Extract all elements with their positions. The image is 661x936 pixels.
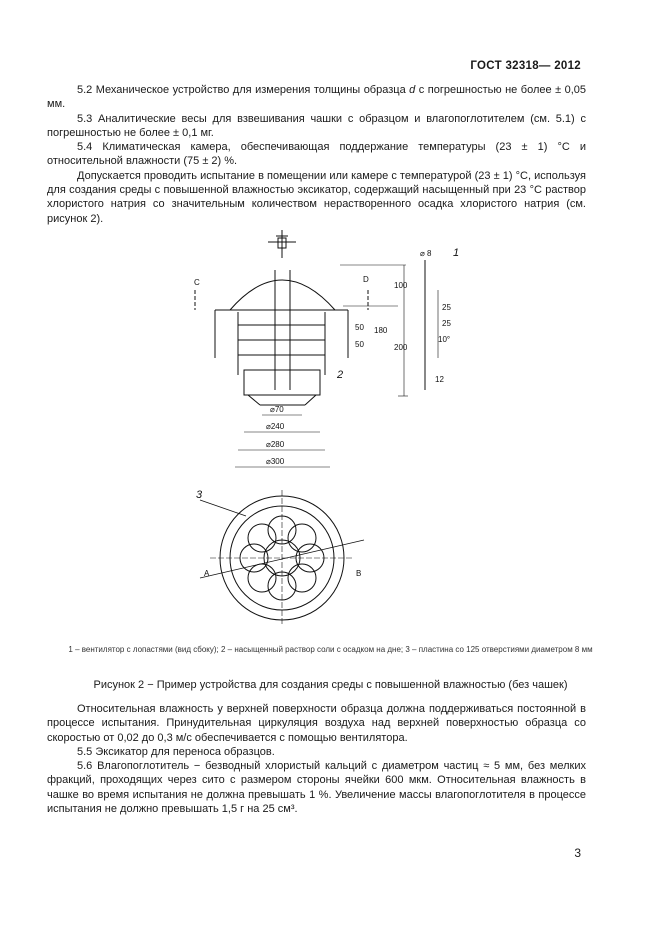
dim-180: 180 (374, 326, 388, 335)
dim-200: 200 (394, 343, 408, 352)
figure-legend: 1 – вентилятор с лопастями (вид сбоку); 2 – насыщенный раствор соли с осадком на дне; 3 – пластина со 125 отверстиями диаметром 8 мм (68, 645, 593, 654)
paragraph-5-2: 5.2 Механическое устройство для измерения толщины образца d с погрешностью не более ± 0,05 мм. (47, 84, 586, 111)
dim-d300: ⌀300 (266, 457, 285, 466)
dim-25b: 25 (442, 319, 451, 328)
figure-2-drawing (180, 230, 460, 635)
top-text-block (47, 83, 586, 226)
label-b: B (356, 569, 362, 578)
label-a: A (204, 569, 210, 578)
label-c: C (194, 278, 200, 287)
side-view-labels (194, 247, 459, 466)
callout-2: 2 (337, 369, 344, 381)
dim-50b: 50 (355, 340, 364, 349)
callout-3: 3 (196, 489, 203, 501)
dim-100: 100 (394, 281, 408, 290)
bottom-text-block (47, 702, 586, 816)
paragraph-5-6: 5.6 Влагопоглотитель − безводный хлористый кальций с диаметром частиц ≈ 5 мм, без мелких фракций, проходящих через сито с размером стороны ячейки 600 мкм. Относительная влажность в чашке во время испытания не должна превышать 1 %. Увеличение массы влагопоглотителя в процессе испытания не должно превышать 1,5 г на 25 см³. (47, 760, 586, 816)
top-view (200, 490, 364, 626)
dim-d8: ⌀ 8 (420, 249, 432, 258)
page-number: 3 (574, 846, 581, 860)
figure-caption: Рисунок 2 − Пример устройства для создания среды с повышенной влажностью (без чашек) (93, 679, 568, 691)
label-d: D (363, 275, 369, 284)
dim-d70: ⌀70 (270, 405, 284, 414)
document-header: ГОСТ 32318— 2012 (470, 60, 581, 72)
paragraph-5-5: 5.5 Эксикатор для переноса образцов. (77, 745, 275, 758)
dim-d280: ⌀280 (266, 440, 285, 449)
dim-10deg: 10° (438, 335, 451, 344)
dim-12: 12 (435, 375, 444, 384)
paragraph-5-4: 5.4 Климатическая камера, обеспечивающая поддержание температуры (23 ± 1) °C и относительной влажности (75 ± 2) %. (47, 141, 586, 168)
dim-25: 25 (442, 303, 451, 312)
technical-drawing (180, 230, 460, 635)
callout-1: 1 (453, 247, 460, 259)
dim-50: 50 (355, 323, 364, 332)
dim-d240: ⌀240 (266, 422, 285, 431)
paragraph-humidity: Относительная влажность у верхней поверхности образца должна поддерживаться постоянной в процессе испытания. Принудительная циркуляция воздуха над верхней поверхностью образца со скоростью от 0,02 до 0,3 м/с обеспечивается с помощью вентилятора. (47, 703, 586, 744)
paragraph-5-3: 5.3 Аналитические весы для взвешивания чашки с образцом и влагопоглотителем (см. 5.1) с погрешностью не более ± 0,1 мг. (47, 112, 586, 139)
paragraph-desiccator-note: Допускается проводить испытание в помещении или камере с температурой (23 ± 1) °C, используя для создания среды с повышенной влажностью эксикатор, содержащий насыщенный при 23 °C раствор хлористого натрия со значительным количеством нерастворенного осадка хлористого натрия (см. рисунок 2). (47, 169, 586, 225)
